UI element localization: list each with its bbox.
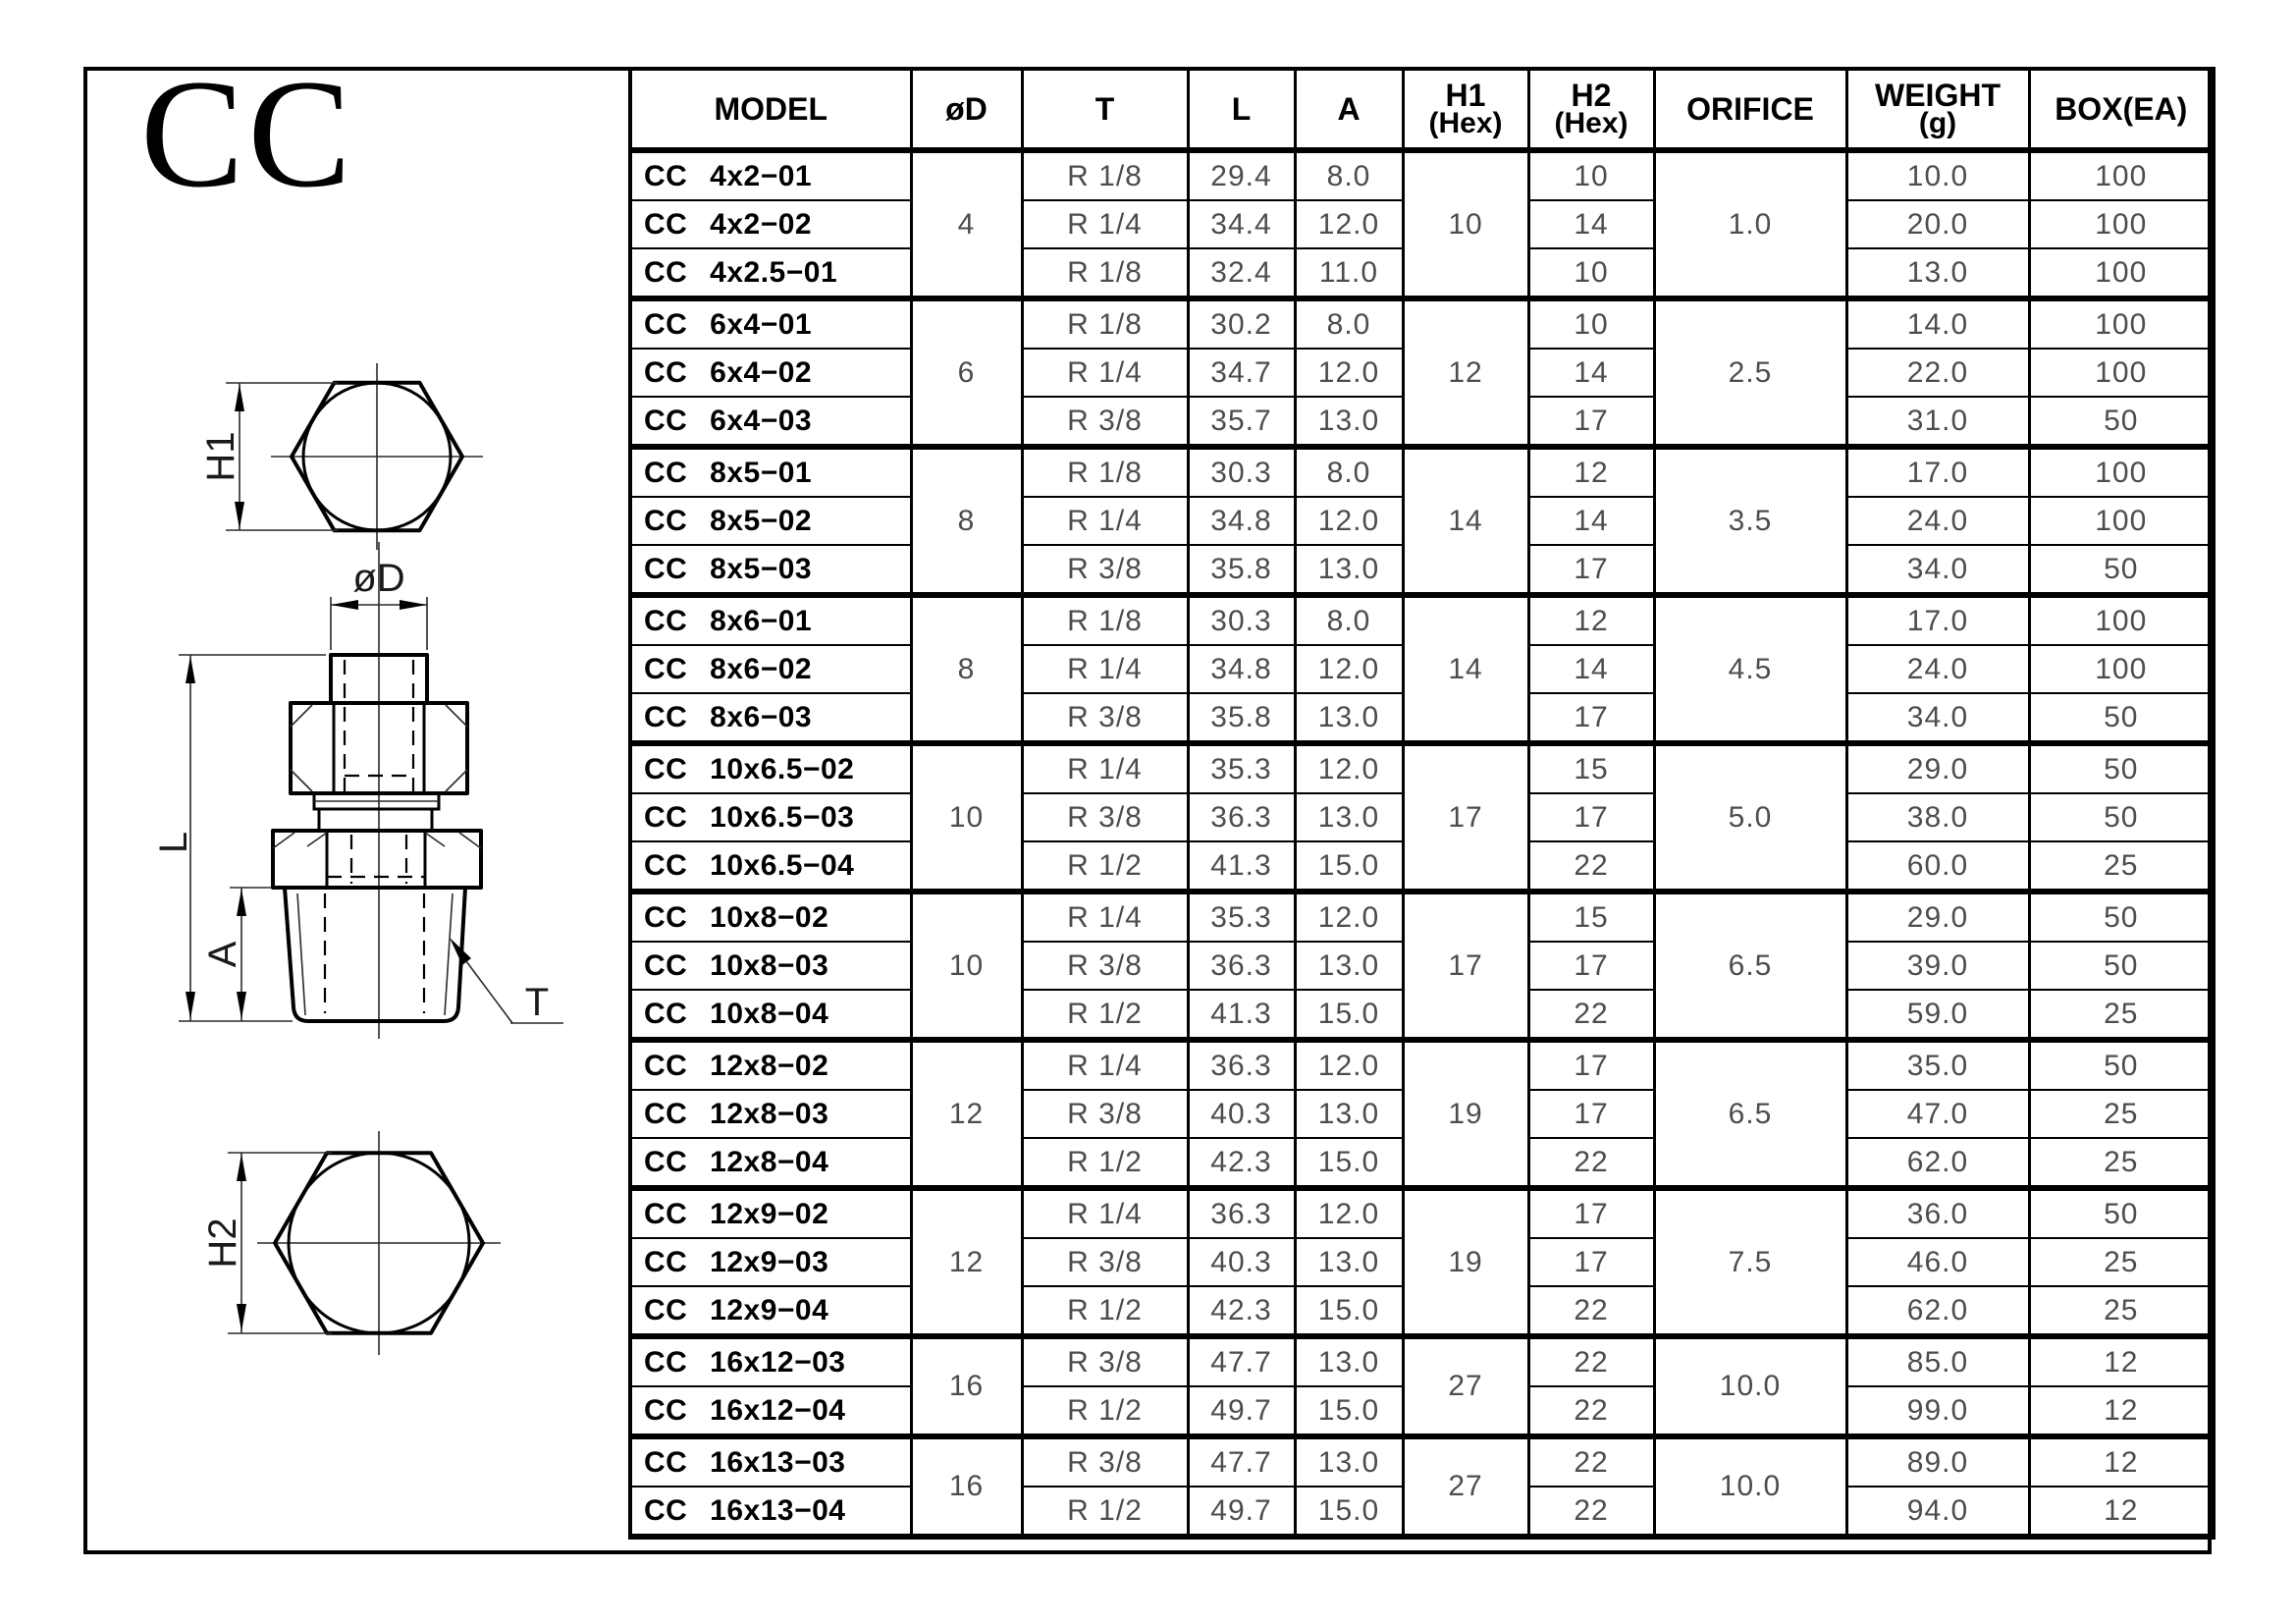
cell-a: 13.0: [1295, 1090, 1403, 1138]
cell-thread: R 1/2: [1022, 1138, 1188, 1188]
cell-thread: R 1/8: [1022, 447, 1188, 497]
cell-thread: R 1/8: [1022, 595, 1188, 645]
cell-l: 49.7: [1188, 1386, 1295, 1436]
cell-model: CC 8x6−01: [630, 595, 911, 645]
header-orifice: ORIFICE: [1654, 69, 1846, 150]
cell-h2: 17: [1528, 942, 1654, 990]
header-h2: H2 (Hex): [1528, 69, 1654, 150]
cell-thread: R 3/8: [1022, 545, 1188, 595]
cell-box: 50: [2029, 1040, 2214, 1090]
cell-h1: 14: [1403, 447, 1528, 595]
cell-a: 13.0: [1295, 1238, 1403, 1286]
table-row: [630, 1336, 2214, 1386]
cell-h2: 17: [1528, 1040, 1654, 1090]
cell-thread: R 3/8: [1022, 1436, 1188, 1487]
cell-od: 10: [911, 892, 1022, 1040]
cell-a: 8.0: [1295, 150, 1403, 200]
cell-h1: 27: [1403, 1336, 1528, 1436]
table-row: [630, 595, 2214, 645]
cell-thread: R 1/2: [1022, 1386, 1188, 1436]
cell-h1: 17: [1403, 743, 1528, 892]
cell-a: 11.0: [1295, 248, 1403, 298]
cell-model: CC 16x12−04: [630, 1386, 911, 1436]
cell-a: 8.0: [1295, 447, 1403, 497]
cell-l: 30.3: [1188, 447, 1295, 497]
cell-a: 15.0: [1295, 841, 1403, 892]
cell-model: CC 8x5−01: [630, 447, 911, 497]
cell-a: 12.0: [1295, 200, 1403, 248]
cell-thread: R 1/4: [1022, 645, 1188, 693]
cell-thread: R 1/2: [1022, 990, 1188, 1040]
cell-h2: 22: [1528, 841, 1654, 892]
cell-h2: 17: [1528, 1188, 1654, 1238]
cell-thread: R 1/4: [1022, 1040, 1188, 1090]
cell-od: 12: [911, 1040, 1022, 1188]
cell-box: 50: [2029, 545, 2214, 595]
cell-l: 34.7: [1188, 349, 1295, 397]
h1-hex-view: [199, 363, 483, 550]
cell-weight: 20.0: [1846, 200, 2029, 248]
cell-h2: 17: [1528, 397, 1654, 447]
table-row: [630, 298, 2214, 349]
header-row: [630, 69, 2214, 150]
cell-l: 30.3: [1188, 595, 1295, 645]
cell-model: CC 12x8−04: [630, 1138, 911, 1188]
cell-h2: 17: [1528, 693, 1654, 743]
cell-weight: 94.0: [1846, 1487, 2029, 1537]
cell-h2: 22: [1528, 1336, 1654, 1386]
cell-h2: 10: [1528, 150, 1654, 200]
cell-orifice: 5.0: [1654, 743, 1846, 892]
cell-box: 100: [2029, 298, 2214, 349]
cell-h1: 14: [1403, 595, 1528, 743]
cell-l: 41.3: [1188, 841, 1295, 892]
cell-od: 16: [911, 1436, 1022, 1537]
cell-h2: 22: [1528, 1436, 1654, 1487]
cell-a: 12.0: [1295, 349, 1403, 397]
cell-a: 12.0: [1295, 743, 1403, 793]
cell-l: 29.4: [1188, 150, 1295, 200]
table-row: [630, 1436, 2214, 1487]
cell-l: 35.8: [1188, 545, 1295, 595]
h2-hex-view: [201, 1131, 501, 1355]
cell-thread: R 1/8: [1022, 298, 1188, 349]
cell-model: CC 10x6.5−02: [630, 743, 911, 793]
cell-weight: 60.0: [1846, 841, 2029, 892]
cell-model: CC 12x8−03: [630, 1090, 911, 1138]
cell-model: CC 8x6−03: [630, 693, 911, 743]
cell-h2: 22: [1528, 1386, 1654, 1436]
cell-box: 100: [2029, 497, 2214, 545]
cell-h2: 15: [1528, 892, 1654, 942]
a-dim-label: A: [201, 941, 244, 968]
cell-weight: 22.0: [1846, 349, 2029, 397]
cell-a: 12.0: [1295, 497, 1403, 545]
cell-l: 40.3: [1188, 1090, 1295, 1138]
cell-l: 36.3: [1188, 793, 1295, 841]
header-model: MODEL: [630, 69, 911, 150]
l-dim-label: L: [152, 831, 195, 854]
cell-model: CC 8x5−03: [630, 545, 911, 595]
cell-h2: 10: [1528, 298, 1654, 349]
cell-a: 12.0: [1295, 1040, 1403, 1090]
header-l: L: [1188, 69, 1295, 150]
cell-l: 32.4: [1188, 248, 1295, 298]
cell-a: 13.0: [1295, 397, 1403, 447]
cell-od: 8: [911, 595, 1022, 743]
cell-orifice: 1.0: [1654, 150, 1846, 298]
cell-orifice: 6.5: [1654, 1040, 1846, 1188]
cell-l: 47.7: [1188, 1336, 1295, 1386]
cell-box: 25: [2029, 841, 2214, 892]
cell-weight: 29.0: [1846, 743, 2029, 793]
cell-weight: 99.0: [1846, 1386, 2029, 1436]
cell-box: 12: [2029, 1436, 2214, 1487]
cell-weight: 14.0: [1846, 298, 2029, 349]
cell-weight: 62.0: [1846, 1286, 2029, 1336]
cell-model: CC 16x12−03: [630, 1336, 911, 1386]
cell-box: 50: [2029, 1188, 2214, 1238]
cell-orifice: 10.0: [1654, 1436, 1846, 1537]
table-row: [630, 447, 2214, 497]
cell-box: 100: [2029, 200, 2214, 248]
cell-thread: R 1/4: [1022, 497, 1188, 545]
cell-weight: 17.0: [1846, 595, 2029, 645]
cell-a: 12.0: [1295, 1188, 1403, 1238]
table-row: [630, 743, 2214, 793]
cell-a: 12.0: [1295, 892, 1403, 942]
cell-thread: R 3/8: [1022, 693, 1188, 743]
cell-model: CC 10x6.5−03: [630, 793, 911, 841]
cell-box: 50: [2029, 693, 2214, 743]
cell-l: 35.7: [1188, 397, 1295, 447]
table-row: [630, 892, 2214, 942]
header-h1: H1 (Hex): [1403, 69, 1528, 150]
cell-box: 100: [2029, 595, 2214, 645]
cell-h1: 19: [1403, 1040, 1528, 1188]
cell-model: CC 16x13−04: [630, 1487, 911, 1537]
cell-thread: R 1/8: [1022, 248, 1188, 298]
cell-h2: 17: [1528, 793, 1654, 841]
cell-box: 100: [2029, 447, 2214, 497]
cell-weight: 17.0: [1846, 447, 2029, 497]
cell-h2: 17: [1528, 545, 1654, 595]
cell-a: 13.0: [1295, 1436, 1403, 1487]
cell-l: 34.4: [1188, 200, 1295, 248]
cell-od: 16: [911, 1336, 1022, 1436]
cell-h2: 22: [1528, 1286, 1654, 1336]
cell-model: CC 6x4−01: [630, 298, 911, 349]
cell-h2: 12: [1528, 447, 1654, 497]
cell-box: 25: [2029, 1090, 2214, 1138]
cell-model: CC 12x8−02: [630, 1040, 911, 1090]
cell-model: CC 4x2−01: [630, 150, 911, 200]
cell-box: 100: [2029, 349, 2214, 397]
cell-a: 13.0: [1295, 793, 1403, 841]
cell-a: 15.0: [1295, 1286, 1403, 1336]
cell-box: 100: [2029, 150, 2214, 200]
header-box: BOX(EA): [2029, 69, 2214, 150]
cell-weight: 47.0: [1846, 1090, 2029, 1138]
cell-a: 13.0: [1295, 1336, 1403, 1386]
cell-box: 12: [2029, 1386, 2214, 1436]
cell-h1: 12: [1403, 298, 1528, 447]
series-logo: CC: [140, 48, 355, 220]
cell-thread: R 1/4: [1022, 349, 1188, 397]
cell-h2: 17: [1528, 1090, 1654, 1138]
h1-dim-label: H1: [199, 431, 242, 482]
cell-box: 25: [2029, 1286, 2214, 1336]
cell-h2: 14: [1528, 200, 1654, 248]
cell-box: 50: [2029, 793, 2214, 841]
cell-h2: 14: [1528, 497, 1654, 545]
cell-model: CC 10x8−04: [630, 990, 911, 1040]
cell-box: 25: [2029, 1238, 2214, 1286]
cell-l: 35.3: [1188, 743, 1295, 793]
cell-box: 50: [2029, 942, 2214, 990]
fitting-front-view: [152, 542, 563, 1039]
cell-thread: R 1/2: [1022, 1286, 1188, 1336]
cell-a: 15.0: [1295, 1386, 1403, 1436]
cell-l: 36.3: [1188, 1188, 1295, 1238]
cell-weight: 29.0: [1846, 892, 2029, 942]
cell-box: 50: [2029, 397, 2214, 447]
cell-box: 25: [2029, 990, 2214, 1040]
cell-weight: 36.0: [1846, 1188, 2029, 1238]
cell-a: 15.0: [1295, 1487, 1403, 1537]
cell-weight: 35.0: [1846, 1040, 2029, 1090]
cell-model: CC 10x8−02: [630, 892, 911, 942]
cell-od: 6: [911, 298, 1022, 447]
cell-h1: 10: [1403, 150, 1528, 298]
cell-weight: 59.0: [1846, 990, 2029, 1040]
cell-a: 15.0: [1295, 1138, 1403, 1188]
header-od: øD: [911, 69, 1022, 150]
cell-weight: 34.0: [1846, 693, 2029, 743]
cell-weight: 62.0: [1846, 1138, 2029, 1188]
header-a: A: [1295, 69, 1403, 150]
cell-h2: 22: [1528, 1487, 1654, 1537]
cell-thread: R 3/8: [1022, 793, 1188, 841]
cell-weight: 38.0: [1846, 793, 2029, 841]
t-dim-label: T: [524, 981, 550, 1024]
cell-box: 100: [2029, 645, 2214, 693]
table-row: [630, 1188, 2214, 1238]
cell-box: 12: [2029, 1487, 2214, 1537]
header-t: T: [1022, 69, 1188, 150]
cell-h2: 14: [1528, 349, 1654, 397]
cell-weight: 89.0: [1846, 1436, 2029, 1487]
cell-box: 100: [2029, 248, 2214, 298]
cell-thread: R 3/8: [1022, 1090, 1188, 1138]
cell-l: 49.7: [1188, 1487, 1295, 1537]
cell-orifice: 3.5: [1654, 447, 1846, 595]
h2-dim-label: H2: [201, 1217, 244, 1269]
cell-l: 47.7: [1188, 1436, 1295, 1487]
cell-h1: 19: [1403, 1188, 1528, 1336]
spec-table-header: [630, 69, 2214, 150]
cell-a: 15.0: [1295, 990, 1403, 1040]
cell-model: CC 6x4−02: [630, 349, 911, 397]
cell-thread: R 1/4: [1022, 200, 1188, 248]
cell-l: 41.3: [1188, 990, 1295, 1040]
cell-weight: 34.0: [1846, 545, 2029, 595]
cell-box: 12: [2029, 1336, 2214, 1386]
cell-model: CC 10x8−03: [630, 942, 911, 990]
cell-orifice: 2.5: [1654, 298, 1846, 447]
cell-l: 36.3: [1188, 942, 1295, 990]
cell-a: 13.0: [1295, 693, 1403, 743]
cell-orifice: 4.5: [1654, 595, 1846, 743]
cell-a: 12.0: [1295, 645, 1403, 693]
cell-thread: R 3/8: [1022, 397, 1188, 447]
cell-box: 50: [2029, 743, 2214, 793]
cell-weight: 10.0: [1846, 150, 2029, 200]
cell-l: 35.8: [1188, 693, 1295, 743]
cell-h2: 14: [1528, 645, 1654, 693]
cell-model: CC 10x6.5−04: [630, 841, 911, 892]
cell-h2: 22: [1528, 990, 1654, 1040]
cell-weight: 24.0: [1846, 497, 2029, 545]
table-row: [630, 150, 2214, 200]
table-row: [630, 1040, 2214, 1090]
cell-weight: 13.0: [1846, 248, 2029, 298]
cell-thread: R 3/8: [1022, 1238, 1188, 1286]
cell-h2: 22: [1528, 1138, 1654, 1188]
cell-thread: R 3/8: [1022, 942, 1188, 990]
cell-thread: R 1/2: [1022, 841, 1188, 892]
cell-orifice: 10.0: [1654, 1336, 1846, 1436]
cell-h2: 10: [1528, 248, 1654, 298]
cell-od: 12: [911, 1188, 1022, 1336]
cell-h2: 15: [1528, 743, 1654, 793]
cell-weight: 46.0: [1846, 1238, 2029, 1286]
spec-table-body: [630, 150, 2214, 1537]
cell-thread: R 1/2: [1022, 1487, 1188, 1537]
cell-h2: 17: [1528, 1238, 1654, 1286]
cell-model: CC 4x2.5−01: [630, 248, 911, 298]
cell-thread: R 1/4: [1022, 1188, 1188, 1238]
cell-model: CC 12x9−04: [630, 1286, 911, 1336]
cell-model: CC 8x5−02: [630, 497, 911, 545]
cell-a: 8.0: [1295, 298, 1403, 349]
cell-model: CC 12x9−02: [630, 1188, 911, 1238]
cell-model: CC 16x13−03: [630, 1436, 911, 1487]
cell-l: 34.8: [1188, 497, 1295, 545]
cell-h1: 27: [1403, 1436, 1528, 1537]
cell-weight: 85.0: [1846, 1336, 2029, 1386]
cell-a: 8.0: [1295, 595, 1403, 645]
spec-table: [628, 67, 2216, 1540]
cell-l: 40.3: [1188, 1238, 1295, 1286]
cell-a: 13.0: [1295, 942, 1403, 990]
cell-thread: R 1/4: [1022, 892, 1188, 942]
cell-thread: R 3/8: [1022, 1336, 1188, 1386]
cell-model: CC 12x9−03: [630, 1238, 911, 1286]
cell-od: 10: [911, 743, 1022, 892]
cell-h1: 17: [1403, 892, 1528, 1040]
cell-orifice: 7.5: [1654, 1188, 1846, 1336]
od-dim-label: øD: [352, 557, 405, 600]
cell-model: CC 4x2−02: [630, 200, 911, 248]
cell-a: 13.0: [1295, 545, 1403, 595]
cell-l: 34.8: [1188, 645, 1295, 693]
cell-weight: 31.0: [1846, 397, 2029, 447]
cell-thread: R 1/8: [1022, 150, 1188, 200]
cell-l: 36.3: [1188, 1040, 1295, 1090]
cell-l: 30.2: [1188, 298, 1295, 349]
cell-l: 35.3: [1188, 892, 1295, 942]
cell-thread: R 1/4: [1022, 743, 1188, 793]
cell-l: 42.3: [1188, 1286, 1295, 1336]
cell-model: CC 8x6−02: [630, 645, 911, 693]
cell-weight: 24.0: [1846, 645, 2029, 693]
cell-od: 8: [911, 447, 1022, 595]
cell-weight: 39.0: [1846, 942, 2029, 990]
cell-box: 25: [2029, 1138, 2214, 1188]
cell-h2: 12: [1528, 595, 1654, 645]
cell-box: 50: [2029, 892, 2214, 942]
cell-l: 42.3: [1188, 1138, 1295, 1188]
cell-od: 4: [911, 150, 1022, 298]
cell-orifice: 6.5: [1654, 892, 1846, 1040]
header-weight: WEIGHT (g): [1846, 69, 2029, 150]
cell-model: CC 6x4−03: [630, 397, 911, 447]
